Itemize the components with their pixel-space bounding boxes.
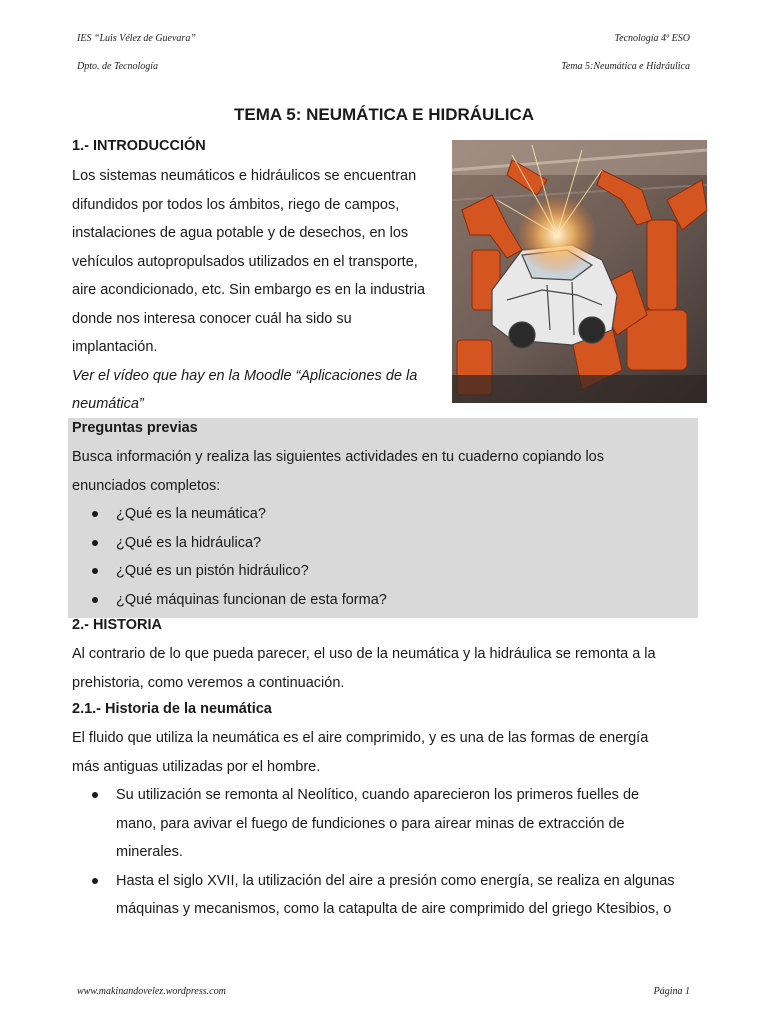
- bullet-icon: [92, 540, 98, 546]
- list-item: [68, 895, 708, 924]
- history-line: prehistoria, como veremos a continuación.: [72, 674, 345, 691]
- pneumatics-history-heading: 2.1.- Historia de la neumática: [72, 701, 272, 717]
- history-heading: 2.- HISTORIA: [72, 617, 162, 633]
- question-text: ¿Qué es un pistón hidráulico?: [116, 563, 309, 579]
- intro-paragraph: [72, 162, 442, 419]
- questions-list: [68, 500, 387, 614]
- intro-line: difundidos por todos los ámbitos, riego de campos,: [72, 196, 400, 213]
- intro-line: vehículos autopropulsados utilizados en el transporte,: [72, 253, 418, 270]
- page-title: TEMA 5: NEUMÁTICA E HIDRÁULICA: [233, 105, 534, 124]
- list-item: [68, 529, 387, 558]
- pneumatics-line: El fluido que utiliza la neumática es el aire comprimido, y es una de las formas de energía: [72, 730, 649, 746]
- bullet-icon: [92, 878, 98, 884]
- bullet-icon: [92, 597, 98, 603]
- header-course: Tecnología 4º ESO: [614, 33, 690, 44]
- bullet-line: Hasta el siglo XVII, la utilización del aire a presión como energía, se realiza en algunas: [116, 872, 675, 889]
- header-school: IES “Luis Vélez de Guevara”: [77, 33, 196, 44]
- bullet-icon: [92, 792, 98, 798]
- footer-page-number: Página 1: [653, 986, 690, 997]
- question-text: ¿Qué es la hidráulica?: [116, 534, 262, 551]
- question-text: ¿Qué máquinas funcionan de esta forma?: [116, 591, 387, 608]
- bullet-line: minerales.: [116, 844, 183, 860]
- history-paragraph: [72, 640, 702, 697]
- pneumatics-line: más antiguas utilizadas por el hombre.: [72, 758, 321, 775]
- intro-line: aire acondicionado, etc. Sin embargo es en la industria: [72, 282, 426, 298]
- list-item: [68, 781, 708, 810]
- previous-questions-heading: Preguntas previas: [72, 420, 198, 436]
- list-item: [68, 500, 387, 529]
- bullet-icon: [92, 511, 98, 517]
- pneumatics-bullets: [68, 781, 708, 924]
- list-item: [68, 586, 387, 615]
- intro-line: Los sistemas neumáticos e hidráulicos se encuentran: [72, 168, 417, 184]
- intro-line: implantación.: [72, 339, 158, 355]
- previous-questions-text: [72, 443, 692, 500]
- list-item: [68, 810, 708, 839]
- intro-line: instalaciones de agua potable y de desechos, en los: [72, 225, 409, 241]
- bullet-line: Su utilización se remonta al Neolítico, cuando aparecieron los primeros fuelles de: [116, 787, 640, 803]
- pneumatics-history-paragraph: [72, 724, 702, 781]
- previous-questions-box: [68, 418, 698, 618]
- questions-line: Busca información y realiza las siguientes actividades en tu cuaderno copiando los: [72, 449, 604, 465]
- question-text: ¿Qué es la neumática?: [116, 506, 266, 522]
- list-item: [68, 838, 708, 867]
- list-item: [68, 557, 387, 586]
- bullet-line: mano, para avivar el fuego de fundiciones o para airear minas de extracción de: [116, 815, 625, 832]
- list-item: [68, 867, 708, 896]
- header-department: Dpto. de Tecnología: [77, 61, 159, 72]
- questions-line: enunciados completos:: [72, 477, 221, 494]
- bullet-icon: [92, 568, 98, 574]
- history-line: Al contrario de lo que pueda parecer, el uso de la neumática y la hidráulica se remonta a la: [72, 646, 656, 662]
- industrial-robots-photo: [452, 140, 707, 403]
- footer-site: www.makinandovelez.wordpress.com: [77, 986, 226, 997]
- video-note-line: Ver el vídeo que hay en la Moodle “Aplicaciones de la: [72, 367, 418, 384]
- header-topic: Tema 5:Neumática e Hidráulica: [561, 61, 690, 72]
- video-note-line: neumática”: [72, 396, 144, 412]
- intro-heading: 1.- INTRODUCCIÓN: [72, 138, 206, 154]
- bullet-line: máquinas y mecanismos, como la catapulta de aire comprimido del griego Ktesibios, o: [116, 901, 672, 917]
- intro-line: donde nos interesa conocer cuál ha sido su: [72, 310, 352, 327]
